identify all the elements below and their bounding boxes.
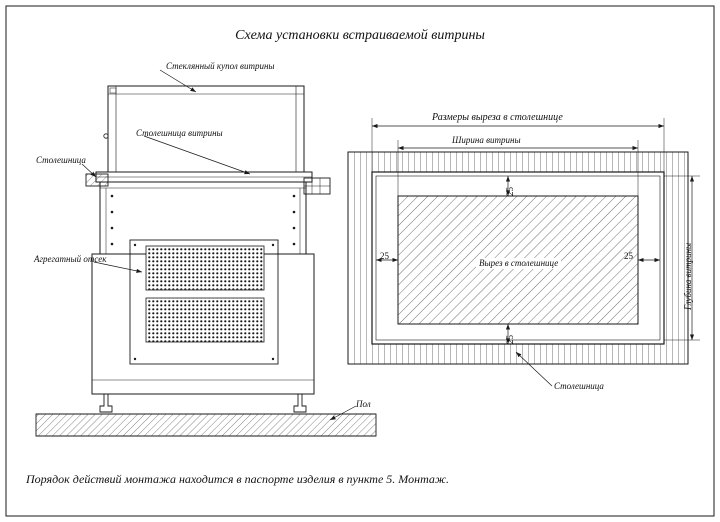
clearance-left-value: 25 (380, 251, 389, 261)
label-counter-top-left: Столешница (36, 155, 86, 165)
label-showcase-depth: Глубина витрины (683, 242, 693, 310)
label-cutout-in-counter: Вырез в столешнице (476, 258, 561, 269)
clearance-top-value: 25 (505, 187, 515, 196)
label-glass-dome: Стеклянный купол витрины (166, 61, 275, 71)
footnote-text: Порядок действий монтажа находится в паспорте изделия в пункте 5. Монтаж. (26, 472, 450, 486)
page-title: Схема установки встраиваемой витрины (235, 28, 485, 43)
label-floor: Пол (356, 399, 371, 409)
label-counter-top-showcase: Столешница витрины (136, 128, 223, 138)
label-unit-compartment: Агрегатный отсек (34, 254, 107, 264)
clearance-bottom-value: 25 (505, 335, 515, 344)
label-cutout-dimensions: Размеры выреза в столешнице (432, 112, 563, 123)
label-counter-top-plan: Столешница (554, 381, 604, 391)
clearance-right-value: 25 (624, 251, 633, 261)
label-showcase-width: Ширина витрины (452, 135, 521, 145)
